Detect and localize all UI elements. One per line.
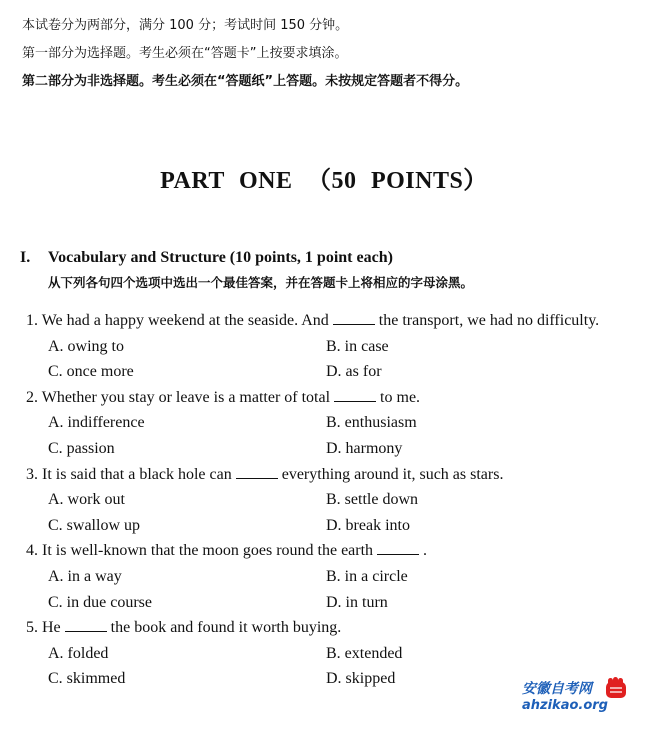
question-text-after-blank: the book and found it worth buying. bbox=[110, 619, 342, 637]
option-c: C. passion bbox=[48, 439, 115, 457]
part-title: PART ONE （50 POINTS） bbox=[160, 168, 488, 194]
option-c: C. swallow up bbox=[48, 516, 140, 534]
options bbox=[26, 410, 626, 461]
instruction-line-3: 第二部分为非选择题。考生必须在“答题纸”上答题。未按规定答题者不得分。 bbox=[22, 74, 469, 89]
watermark-cn-text: 安徽自考网 bbox=[522, 681, 592, 697]
exam-instructions bbox=[22, 12, 468, 96]
option-c: C. skimmed bbox=[48, 670, 126, 688]
options bbox=[26, 564, 626, 615]
question-stem bbox=[26, 538, 626, 564]
answer-blank bbox=[65, 630, 107, 632]
instruction-line-2: 第一部分为选择题。考生必须在“答题卡”上按要求填涂。 bbox=[22, 46, 348, 61]
option-b: B. in case bbox=[326, 337, 389, 355]
section-title: Vocabulary and Structure (10 points, 1 point each) bbox=[48, 249, 393, 266]
question-4 bbox=[26, 538, 626, 615]
instruction-line-1: 本试卷分为两部分，满分 100 分；考试时间 150 分钟。 bbox=[22, 18, 349, 33]
question-text-after-blank: to me. bbox=[380, 388, 421, 406]
question-text-after-blank: . bbox=[423, 542, 428, 560]
question-text-before-blank: 2. Whether you stay or leave is a matter of total bbox=[26, 388, 331, 406]
question-2 bbox=[26, 385, 626, 462]
question-text-before-blank: 4. It is well-known that the moon goes round the earth bbox=[26, 542, 374, 560]
answer-blank bbox=[333, 323, 375, 325]
question-1 bbox=[26, 308, 626, 385]
question-text-before-blank: 1. We had a happy weekend at the seaside. And bbox=[26, 312, 329, 329]
section-instruction: 从下列各句四个选项中选出一个最佳答案，并在答题卡上将相应的字母涂黑。 bbox=[48, 275, 474, 290]
question-text-after-blank: the transport, we had no difficulty. bbox=[378, 312, 600, 329]
answer-blank bbox=[236, 477, 278, 479]
option-d: D. skipped bbox=[326, 670, 396, 688]
question-3 bbox=[26, 462, 626, 539]
question-text-after-blank: everything around it, such as stars. bbox=[281, 465, 504, 483]
option-a: A. indifference bbox=[48, 414, 145, 432]
options bbox=[26, 487, 626, 538]
option-d: D. as for bbox=[326, 363, 382, 381]
option-b: B. enthusiasm bbox=[326, 414, 417, 432]
option-c: C. in due course bbox=[48, 593, 152, 611]
option-d: D. break into bbox=[326, 516, 410, 534]
section-number: I. bbox=[20, 249, 31, 266]
options bbox=[26, 334, 626, 385]
option-b: B. extended bbox=[326, 644, 403, 662]
question-text-before-blank: 5. He bbox=[26, 619, 61, 637]
site-watermark bbox=[522, 678, 632, 724]
answer-blank bbox=[334, 400, 376, 402]
fist-logo-icon bbox=[602, 674, 630, 702]
option-b: B. settle down bbox=[326, 491, 418, 509]
question-text-before-blank: 3. It is said that a black hole can bbox=[26, 465, 232, 483]
question-stem bbox=[26, 615, 626, 641]
option-d: D. harmony bbox=[326, 439, 403, 457]
watermark-url-text: ahzikao.org bbox=[522, 698, 608, 713]
question-list bbox=[26, 308, 626, 692]
option-a: A. in a way bbox=[48, 567, 122, 585]
question-stem bbox=[26, 308, 626, 334]
option-a: A. work out bbox=[48, 491, 125, 509]
option-c: C. once more bbox=[48, 363, 134, 381]
option-b: B. in a circle bbox=[326, 567, 408, 585]
answer-blank bbox=[377, 553, 419, 555]
option-a: A. folded bbox=[48, 644, 109, 662]
question-stem bbox=[26, 385, 626, 411]
option-d: D. in turn bbox=[326, 593, 388, 611]
option-a: A. owing to bbox=[48, 337, 124, 355]
question-stem bbox=[26, 462, 626, 488]
